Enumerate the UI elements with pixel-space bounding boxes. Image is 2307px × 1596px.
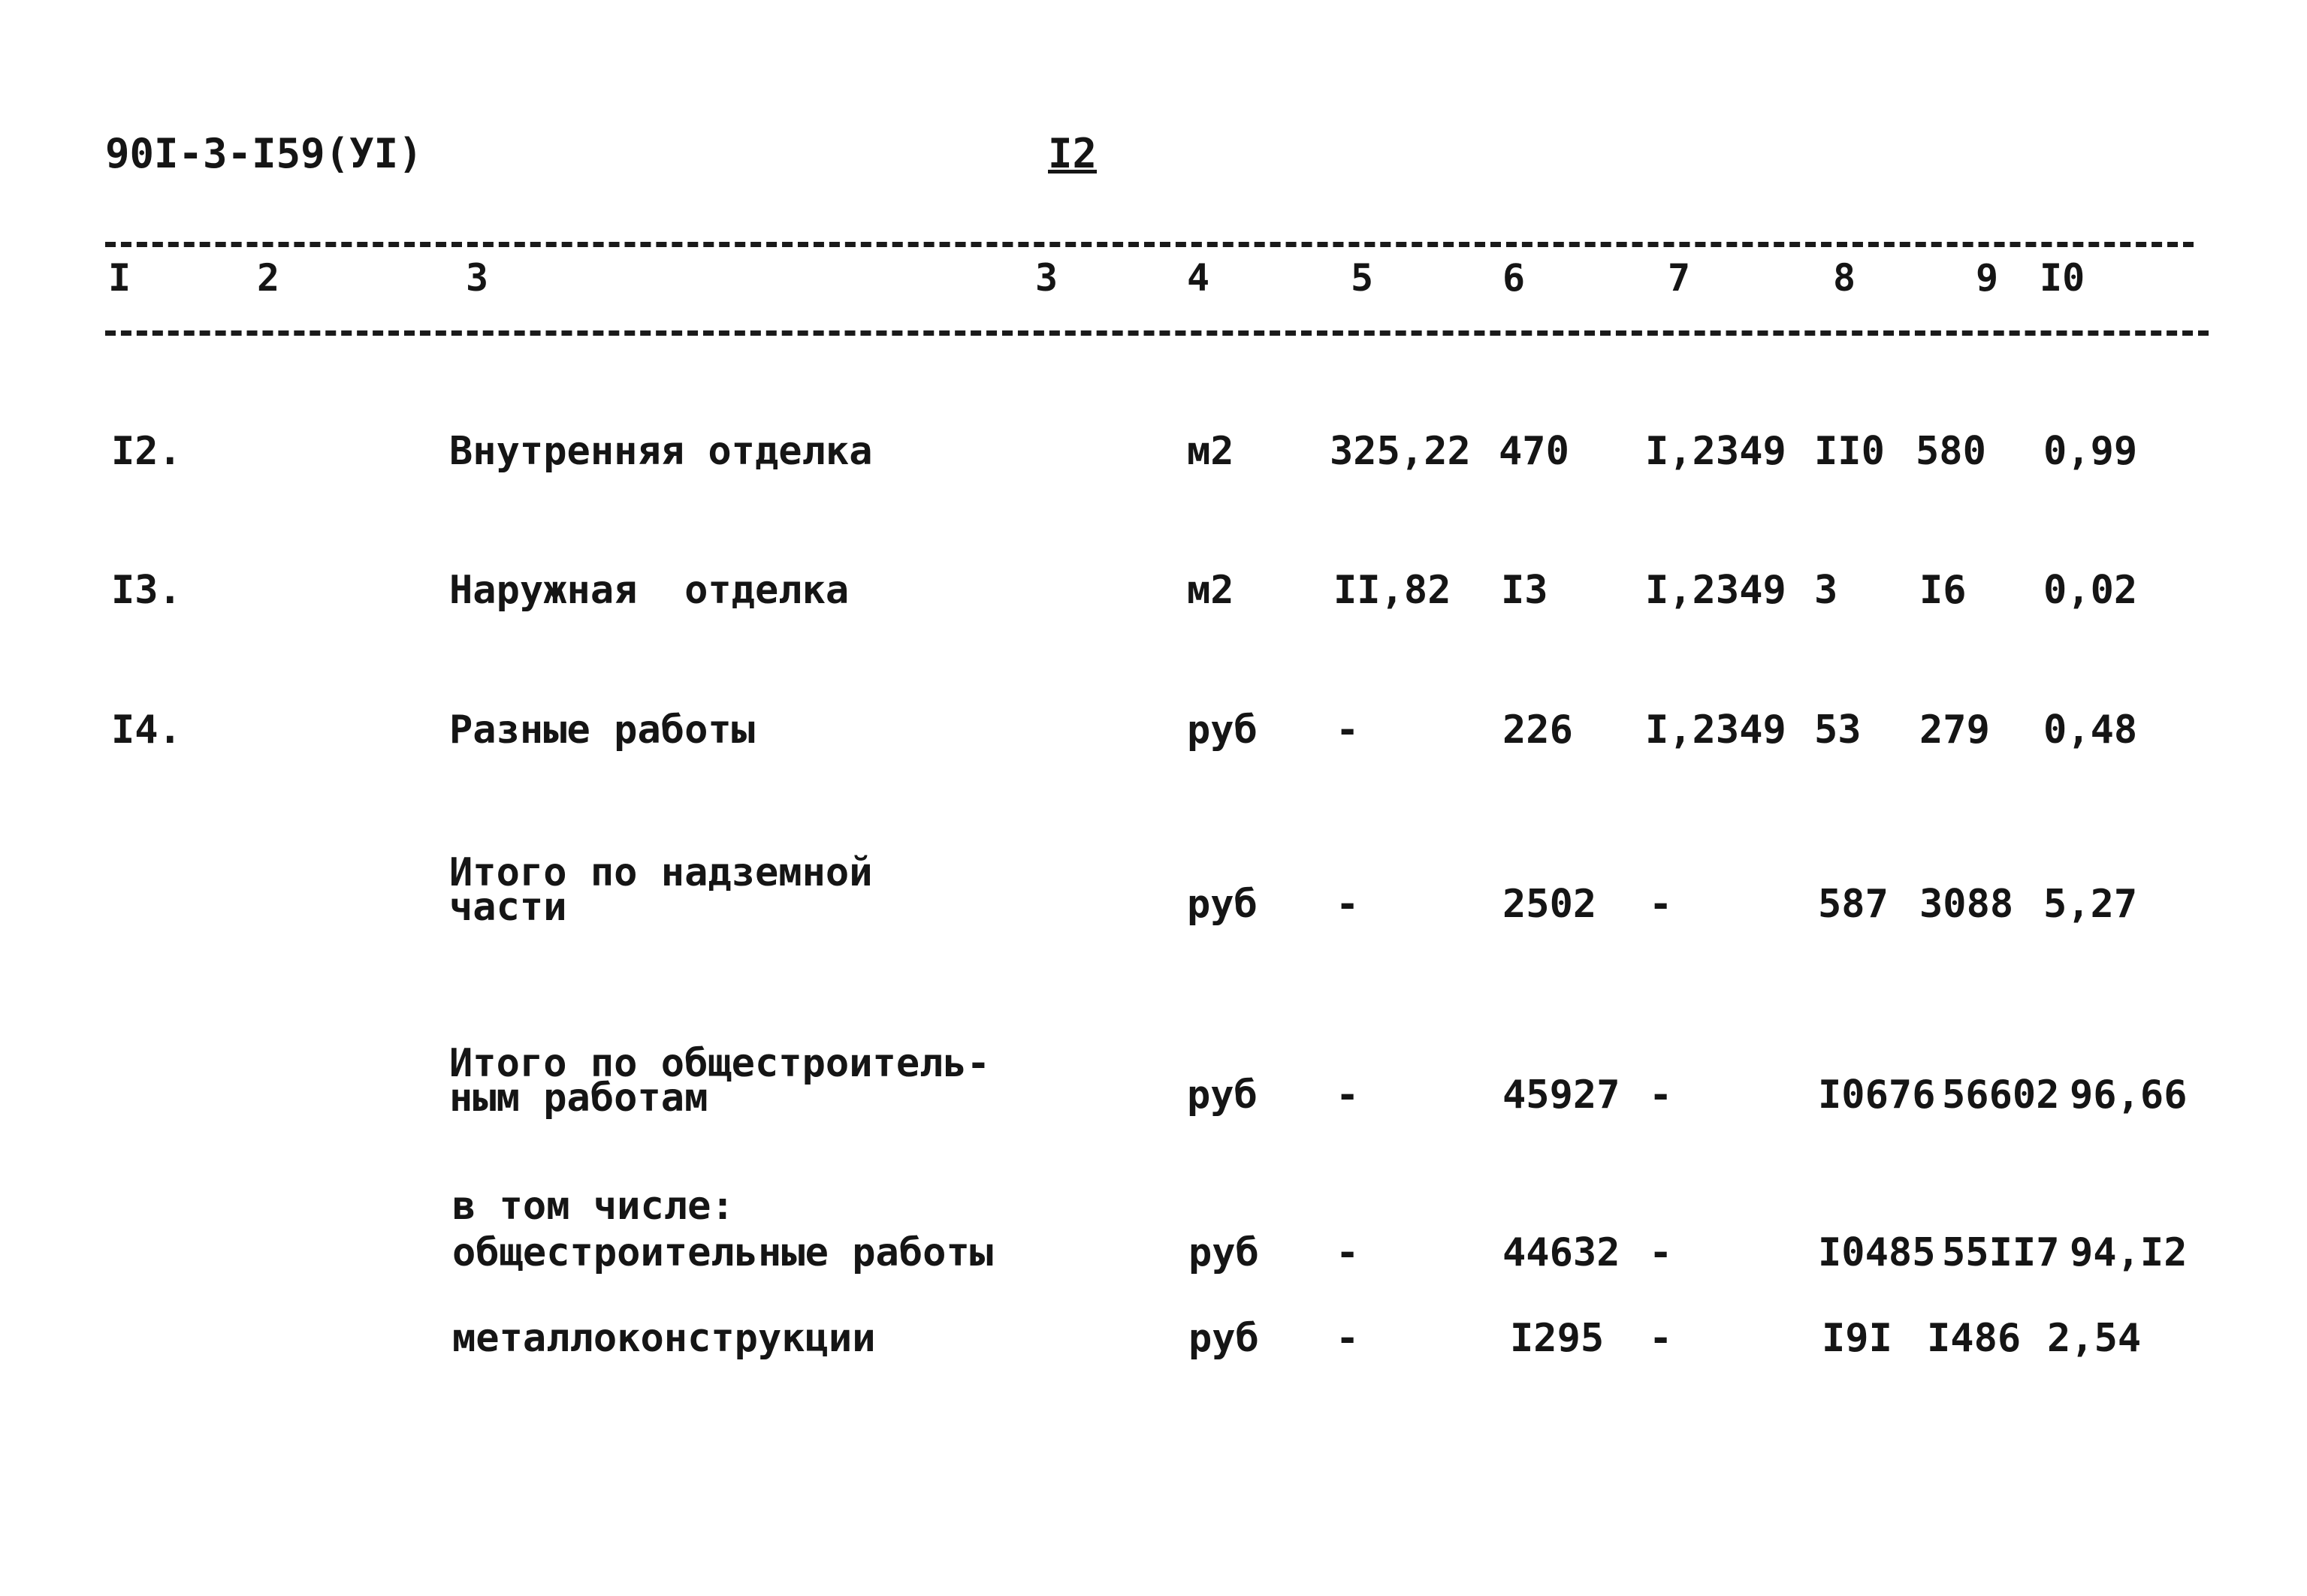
total-unit: руб <box>1187 882 1258 927</box>
row-col6: 470 <box>1499 429 1569 474</box>
row-col10: 0,02 <box>2043 568 2138 613</box>
row-col6: 226 <box>1502 707 1573 753</box>
sub-row-col10: 94,I2 <box>2070 1230 2188 1275</box>
total-col10: 96,66 <box>2070 1073 2188 1118</box>
row-col5: II,82 <box>1333 568 1451 613</box>
sub-row-col7: - <box>1649 1316 1673 1361</box>
row-unit: м2 <box>1187 429 1234 474</box>
row-col9: 279 <box>1919 707 1990 753</box>
row-col8: 53 <box>1814 707 1862 753</box>
row-col6: I3 <box>1501 568 1548 613</box>
page-number: I2 <box>1048 130 1098 177</box>
column-number: 8 <box>1833 256 1856 300</box>
sub-row-col5: - <box>1336 1230 1360 1275</box>
sub-row-name: общестроительные работы <box>452 1230 994 1275</box>
sub-row-col6: 44632 <box>1502 1230 1620 1275</box>
column-number: 4 <box>1187 256 1210 300</box>
sub-row-col6: I295 <box>1510 1316 1605 1361</box>
row-number: I2. <box>111 429 182 474</box>
row-col5: 325,22 <box>1330 429 1471 474</box>
total-unit: руб <box>1187 1073 1258 1118</box>
row-unit: м2 <box>1187 568 1234 613</box>
column-number: I <box>108 256 131 300</box>
sub-row-col5: - <box>1336 1316 1360 1361</box>
total-col8: 587 <box>1818 882 1889 927</box>
row-name: Наружная отделка <box>449 568 850 613</box>
total-col5: - <box>1336 882 1360 927</box>
document-code: 90I-3-I59(УI) <box>105 130 423 177</box>
row-col7: I,2349 <box>1645 429 1786 474</box>
row-number: I4. <box>111 707 182 753</box>
sub-row-col9: 55II7 <box>1942 1230 2060 1275</box>
row-name: Разные работы <box>449 707 755 753</box>
row-col5: - <box>1336 707 1360 753</box>
row-col10: 0,99 <box>2043 429 2138 474</box>
column-number: 2 <box>257 256 280 300</box>
sub-row-unit: руб <box>1188 1316 1259 1361</box>
row-unit: руб <box>1187 707 1258 753</box>
total-col9: 3088 <box>1919 882 2014 927</box>
row-col7: I,2349 <box>1645 707 1786 753</box>
column-number: 7 <box>1668 256 1691 300</box>
row-col8: II0 <box>1814 429 1885 474</box>
table-top-rule <box>105 242 2194 247</box>
total-col7: - <box>1649 1073 1673 1118</box>
column-number: I0 <box>2040 256 2085 300</box>
total-name-line2: ным работам <box>449 1076 708 1121</box>
column-number: 3 <box>1035 256 1058 300</box>
total-col5: - <box>1336 1073 1360 1118</box>
row-col9: 580 <box>1916 429 1986 474</box>
row-name: Внутренняя отделка <box>449 429 873 474</box>
row-col7: I,2349 <box>1645 568 1786 613</box>
total-name-line1: Итого по надземной <box>449 850 873 895</box>
column-number: 3 <box>466 256 489 300</box>
row-number: I3. <box>111 568 182 613</box>
sub-row-col9: I486 <box>1927 1316 2022 1361</box>
row-col9: I6 <box>1919 568 1967 613</box>
total-col8: I0676 <box>1818 1073 1936 1118</box>
total-col10: 5,27 <box>2043 882 2138 927</box>
total-col6: 45927 <box>1502 1073 1620 1118</box>
including-label: в том числе: <box>452 1184 735 1229</box>
column-number: 9 <box>1976 256 1999 300</box>
row-col10: 0,48 <box>2043 707 2138 753</box>
total-col6: 2502 <box>1502 882 1597 927</box>
sub-row-col8: I0485 <box>1818 1230 1936 1275</box>
column-number: 5 <box>1351 256 1374 300</box>
sub-row-name: металлоконструкции <box>452 1316 876 1361</box>
total-name-line2: части <box>449 885 567 930</box>
sub-row-col7: - <box>1649 1230 1673 1275</box>
sub-row-col10: 2,54 <box>2047 1316 2142 1361</box>
total-col9: 56602 <box>1942 1073 2060 1118</box>
table-header-rule <box>105 330 2209 336</box>
column-number: 6 <box>1502 256 1526 300</box>
total-col7: - <box>1649 882 1673 927</box>
sub-row-unit: руб <box>1188 1230 1259 1275</box>
sub-row-col8: I9I <box>1822 1316 1892 1361</box>
total-name-line1: Итого по общестроитель- <box>449 1041 991 1086</box>
row-col8: 3 <box>1814 568 1838 613</box>
